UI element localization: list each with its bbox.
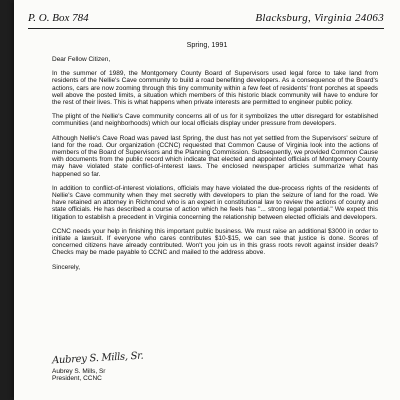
letter-page: [14, 0, 400, 400]
letter-date: Spring, 1991: [186, 40, 228, 49]
signer-block: [52, 368, 105, 383]
body-paragraph-1: In the summer of 1989, the Montgomery County Board of Supervisors used legal force to take land from residents of the Nellie's Cave community to build a road benefiting developers. As a consequence of the Board's actions, cars are now zooming through this tiny community within a few feet of residents' front porches at speeds well above the posted limits, a situation which members of this historic black community will have to endure for the rest of their lives. This is what happens when private interests are permitted to engineer public policy.: [52, 70, 378, 107]
closing: Sincerely,: [52, 263, 81, 271]
handwritten-signature: Aubrey S. Mills, Sr.: [51, 350, 144, 367]
body-paragraph-3: Although Nellie's Cave Road was paved last Spring, the dust has not yet settled from the Supervisors' seizure of land for the road. Our organization (CCNC) requested that Common Cause of Virginia look into the actions of members of the Board of Supervisors and the Planning Commission. Subsequently, we provided Common Cause with documents from the public record which indicate that elected and appointed officials of Montgomery County may have violated state conflict-of-interest laws. The enclosed newspaper articles summarize what has happened so far.: [52, 134, 378, 178]
letterhead-address-left: P. O. Box 784: [28, 12, 89, 24]
signer-name: Aubrey S. Mills, Sr: [52, 368, 106, 375]
letter-body: [52, 56, 378, 278]
signer-title: President, CCNC: [52, 375, 102, 383]
letterhead-rule: [28, 28, 384, 29]
salutation: Dear Fellow Citizen,: [52, 56, 111, 63]
body-paragraph-5: CCNC needs your help in finishing this important public business. We must raise an additional $3000 in order to initiate a lawsuit. If everyone who cares contributes $10-$15, we can see that justice is done. Scores of concerned citizens have already contributed. Won't you join us in this grass roots revolt against insider deals? Checks may be made payable to CCNC and mailed to the address above.: [52, 227, 378, 257]
letterhead-address-right: Blacksburg, Virginia 24063: [255, 12, 384, 24]
body-paragraph-2: The plight of the Nellie's Cave community concerns all of us for it symbolizes the utter disregard for established communities (and neighborhoods) which our local officials display under pressure from developers.: [52, 113, 378, 128]
body-paragraph-4: In addition to conflict-of-interest violations, officials may have violated the due-process rights of the residents of Nellie's Cave community when they met secretly with developers to plan the seizure of land for the road. We have retained an attorney in Richmond who is an expert in constitutional law to review the actions of county and state officials. He has described a course of action which he feels has "... strong legal potential." We expect this litigation to establish a precedent in Virginia concerning the relationship between elected officials and developers.: [52, 184, 378, 221]
